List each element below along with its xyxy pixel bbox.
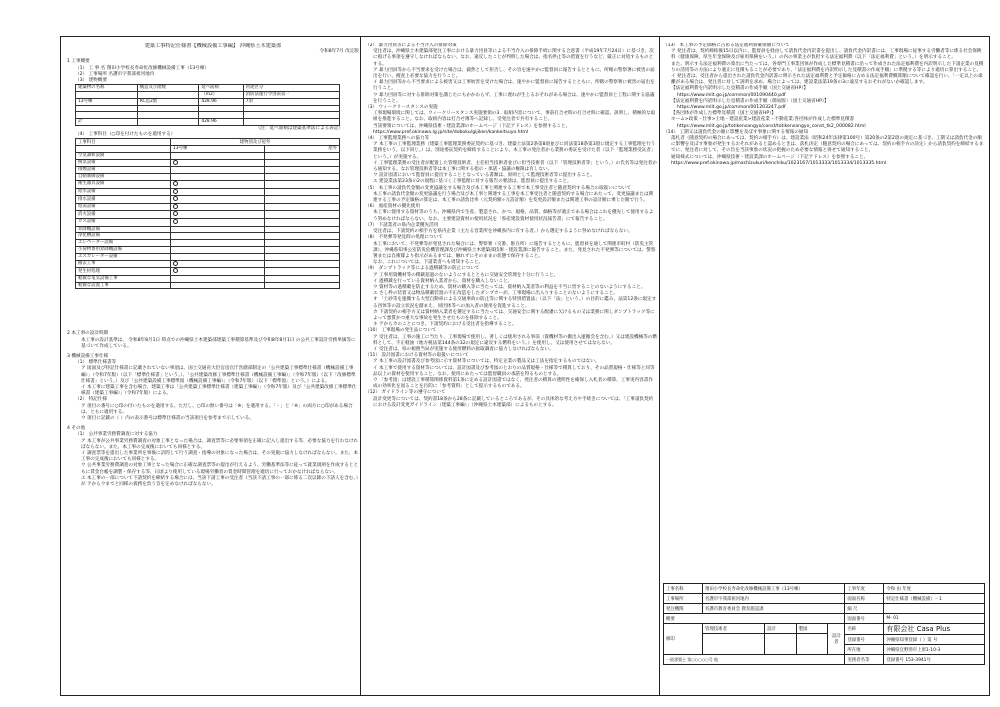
subsection-heading: （14） 工期又は請負代金の額に影響を及ぼす事象に関する情報の通知	[663, 129, 809, 135]
url-link[interactable]: https://www.mlit.go.jp/common/001090440.pdf	[677, 92, 786, 98]
drawing-number: M- 01	[884, 614, 985, 624]
work-item-mark	[171, 240, 265, 247]
paragraph: ア 図面及び特記仕様書に記載されていない事項は、国土交通省大臣官房官庁営繕部制定の「公共建築工事標準仕様書（機械設備工事編）」（令和7年版）（以下「標準仕様書」という。）、「公共建築改修工事標準仕様書（機械設備工事編）」（令和7年版）（以下「改修標準仕様書」という。）及び「公共建築設備工事標準図（機械設備工事編）」（令和7年版）（以下「標準図」という。）による。	[81, 366, 356, 384]
work-items-table	[75, 138, 340, 289]
designer-firm: 有限会社 Casa Plus	[884, 624, 985, 635]
table-cell	[137, 92, 199, 99]
paragraph: また、明示する法定福利費の算出に当たっては、各専門工事業団体が作成した標準見積書に沿って作成された法定福利費を内訳明示した下請企業の見積りの活用等の方法により適正に見積もることが必要であり、「法定福利費を内訳明示した見積書の作成手順」に準拠する等により適切に算出すること。	[671, 61, 984, 73]
table-cell	[265, 260, 340, 268]
table-cell	[265, 233, 340, 240]
spec-column-1	[67, 43, 359, 689]
work-item-mark	[171, 253, 265, 260]
subsection-heading: （3） ウィークリースタンスの実施	[365, 105, 438, 111]
table-row	[76, 268, 340, 276]
column-divider	[360, 37, 361, 695]
paragraph: 本工事の設計基準は、 令和8年8月1日 時点での沖縄県土木建築部建築工事積算基準及び令和8年8月1日 の公共工事設計労務単価等に基づいて作成している。	[81, 337, 356, 349]
paragraph: 本工事の請負代金額の変更協議を行う場合及び本工事と関連する工事を本工事受注者と随意契約する場合にあたって、変更協議または関連する工事の予定価格の算定は、本工事の請負比率（元契約額÷元設計額）を変更設計額または関連工事の設計額に乗じた額で行う。	[373, 191, 654, 204]
paragraph: カ 下請契約の相手方又は資材納入業者を選定するに当たっては、交通安全に関する配慮に欠けるもの又は業務に関しダンプトラック等によって悪質かつ重大な事故を発生させたものを排除すること。	[373, 309, 655, 321]
table-cell	[265, 167, 340, 174]
building-table	[75, 84, 340, 126]
reference-label: ホーム>政策・仕事>土地・建設産業>建設産業・不動産業:各団体が作成した標準見積書	[671, 117, 855, 123]
work-item-name: 軽微な電気設備工事	[76, 275, 171, 282]
work-item-mark	[171, 203, 265, 211]
work-item-name: 撤去工事	[76, 260, 171, 268]
work-item-mark	[171, 268, 265, 276]
paragraph: 設計変更等については、契約書18条から28条に記載しているところであるが、その具体的な考え方や手続きについては、「工事請負契約における設計変更ガイドライン（建築工事編）」（沖縄県土木建築部）によるものとする。	[373, 396, 654, 408]
work-items-heading: （4） 工事科目（○印を付けたものを適用する）	[75, 132, 176, 138]
paragraph: イ 発注者は、受注者から提出された請負代金内訳書に明示された法定福利費と予定価格に占める法定福利費概算額について確認を行い、「一定以上の乖離がある場合は、発注者に対して説明を求め、場合によっては、建設業法第19条の3に違反するおそれがないか確認します。	[671, 74, 983, 86]
paragraph: イ 工事監理業務の受注者が配置した管理技術者、主任担当技術者並びに担当技術者（以下「管理技術者等」という。）の氏名等は発注者から通知する。なお管理技術者等は本工事に関する指示・承諾・協議の権限は有しない。	[373, 160, 657, 173]
title-block-label: 所在地	[845, 645, 884, 655]
designer-address: 沖縄県宜野湾市上原1-10-3	[884, 645, 985, 655]
table-row	[76, 246, 340, 253]
work-item-name: 消火設備	[76, 211, 171, 219]
title-block-label: 設計者	[828, 624, 845, 655]
paragraph: ウ 設計図書において監督員に提出することとなっている書類は、原則として監理技術者等に提出すること。	[373, 173, 595, 179]
table-row	[76, 260, 340, 268]
table-cell	[137, 119, 199, 126]
paragraph: ア 項目の番号に○印の付いたものを適用する。ただし、○印の無い番号は「※」を適用する。「・」と「※」の両方に○印がある場合は、ともに適用する。	[81, 403, 353, 415]
work-item-mark	[171, 246, 265, 253]
reference-label: 【各団体が作成した標準見積書（国土交通省HP）】	[671, 111, 776, 117]
subsection-heading: （12） ガイドライン等の遵守について	[365, 390, 446, 396]
project-year: 令和 由 年度	[884, 584, 985, 594]
table-cell	[265, 268, 340, 276]
url-link[interactable]: https://www.pref.okinawa.jp/machizukuri/kenchiku/1023167/1013333/1013334/1013335.html	[671, 160, 887, 166]
paragraph: ウ 項目に記載の（ ）内の表示番号は標準仕様書の当該項目を参考まで示している。	[81, 415, 254, 421]
title-block-label: 概要	[664, 614, 845, 624]
section-heading: 1 工事概要	[67, 59, 90, 65]
paragraph: イ 暴力団員等から不当要求による被害又は工事妨害を受けた場合は、速やかに監督員に報告するとともに、所轄の警察署に被害の届出を行うこと。	[373, 80, 655, 92]
paragraph: イ 本工事で使用する資材等については、設計図書及び参考図のとおりの品質規格・仕様等で積算しており、その品質規格・仕様等と同等品以上の資材を使用すること。なお、使用にあたっては監督職員の承諾を得るものとする。	[373, 365, 655, 377]
title-block-label: 工事名称	[664, 584, 703, 594]
subsection-heading: （9） ダンプトラック等による過積載等の防止について	[365, 266, 480, 272]
paragraph: イ 本工事に建築工事を含む場合、建築工事は「公共建築工事標準仕様書（建築工事編）」（令和7年版）及び「公共建築改修工事標準仕様書（建築工事編）」（令和7年版）による。	[81, 384, 357, 397]
spec-column-2	[365, 43, 657, 689]
table-cell	[265, 196, 340, 204]
project-location: 名護市字我部祖河地内	[703, 594, 845, 604]
signature-cell	[796, 634, 828, 655]
circle-mark-icon	[173, 261, 178, 266]
table-cell	[265, 153, 340, 160]
table-cell	[243, 112, 339, 119]
table-row	[76, 282, 340, 289]
paragraph: イ 受注者は、県の税務当局が実施する使用燃料の抜取調査に協力しなければならない。	[373, 346, 554, 352]
paragraph: 通知様式については、沖縄県技術・建設業課のホームページ（下記アドレス）を参照すること。	[671, 154, 869, 160]
signature-cell	[703, 634, 765, 655]
work-item-name: 排煙設備	[76, 167, 171, 174]
title-block-label: 登録番号	[845, 635, 884, 645]
table-cell	[265, 218, 340, 226]
paragraph: 受注者は、沖縄県土木建築部発注工事における暴力団員等による不当介入の排除手続に関する合意書（平成19年7月24日）に基づき、次に掲げる事項を遵守しなければならない。なお、違反したことが判明した場合は、指名停止等の措置を行うなど、厳正に対処するものとする。	[373, 49, 654, 67]
table-cell	[265, 203, 340, 211]
title-block-label: 修印	[664, 624, 703, 655]
table-cell	[265, 188, 340, 196]
drawing-name: 特記仕様書（機械設備）－1	[884, 594, 985, 604]
table-row	[76, 240, 340, 247]
paragraph: イ 過積載を行っている資材納入業者から、資材を購入しないこと。	[373, 278, 513, 284]
title-block-label: 工事場所	[664, 594, 703, 604]
table-header: 工事科目	[76, 139, 171, 146]
paragraph: ウ 暴力団員等に対する排除対策を講じたにもかかわらず、工事に遅れが生じるおそれがある場合は、速やかに監督員と工程に関する協議を行うこと。	[373, 92, 655, 104]
work-item-mark	[171, 153, 265, 160]
title-block-label: 図面名称	[845, 594, 884, 604]
work-item-name: 給湯設備	[76, 203, 171, 211]
work-item-mark	[171, 211, 265, 219]
work-item-name: 排水設備	[76, 196, 171, 204]
work-item-name: 換気設備	[76, 159, 171, 167]
subsection-heading: （7） 下請業者の県内企業優先活用	[365, 222, 439, 228]
table-cell	[265, 211, 340, 219]
table-row	[76, 159, 340, 167]
table-cell: 計	[76, 119, 138, 126]
table-cell	[265, 226, 340, 233]
circle-mark-icon	[173, 219, 178, 224]
work-item-name: 昇降機設備	[76, 226, 171, 233]
title-block-label: 縮 尺	[845, 604, 884, 614]
work-item-name: 給水設備	[76, 188, 171, 196]
subsection-heading: （8） 不発弾等発見時の処理について	[365, 235, 443, 241]
subsection-heading: （6） 廃産資材の優先使用	[365, 204, 420, 210]
subsection-heading: （13） 本工事の予定価格に占める法定福利費確保額について	[663, 43, 790, 48]
work-item-name: 浄化槽設備	[76, 233, 171, 240]
paragraph: ア 本工事の設計図書及び参考図に示す資材等については、特定企業の製品又は工法を指定するものではない。	[373, 359, 600, 365]
table-row	[76, 211, 340, 219]
table-cell	[265, 174, 340, 181]
work-item-name: ガス設備	[76, 218, 171, 226]
work-item-mark	[171, 159, 265, 167]
table-row	[76, 153, 340, 160]
work-item-name: 軽微な設置工事	[76, 282, 171, 289]
url-link[interactable]: https://www.pref.okinawa.lg.jp/site/doboku/gijiken/kankeitsuyo.html	[373, 129, 529, 135]
table-cell	[199, 105, 243, 112]
paragraph: ア 受注者は、工事の施工に当たり、工事現場で使用し、著しくは使用される事前（資機材等の搬出入運搬会を含む。）又は建設機械等の燃料として、不正軽油（地方税法第144条の32の規定に違反する燃料をいう。）を使用し、又は使用させてはならない。	[373, 334, 657, 346]
table-cell	[265, 159, 340, 167]
table-cell	[76, 105, 138, 112]
title-block-label: 製図	[796, 624, 828, 634]
subsection-heading: （2） 特記仕様	[75, 397, 107, 403]
table-row	[76, 180, 340, 188]
owner-agency: 名護市教育委員会 教育施設課	[703, 604, 845, 614]
title-block-label: 設計	[764, 624, 796, 634]
title-block-label: 名称	[845, 624, 884, 635]
paragraph: エ 建設業法第23条の2の規程に基づく工事監理に対する報告の要請は、監督員に提出すること。	[373, 179, 572, 185]
revision-label: 令和8年7月 改定版	[319, 49, 359, 55]
table-cell	[76, 92, 138, 99]
paragraph: 本工事において、不発弾等が発見された場合には、警察署（交番、駐在所）に報告するとともに、監督員を通して関連市町村（防災主管課）、沖縄県知事公室防災危機管理課及び沖縄県土木建築部技術・建設業課に報告すること。また、発見された不発弾等については、警察署または自衛隊より指示があるまでは、触れずにそのままの状態で保存すること。	[373, 241, 656, 259]
table-cell	[137, 112, 199, 119]
table-row	[76, 167, 340, 174]
work-item-mark	[171, 167, 265, 174]
paragraph: エ 本工事の一部について下請契約を締結する場合には、当該下請工事の受注者（当該下請工事の一部に係る二次以降の下請人を含む。）が アからウまでと同様の義務を負う旨を定めなければならない。	[81, 475, 358, 487]
table-header: 構造及び階数	[137, 85, 199, 92]
circle-mark-icon	[173, 160, 178, 165]
subsection-heading: （11） 設計図書における資材等の取扱いについて	[365, 353, 469, 359]
paragraph: ア 本工事の工事監理業務（建築工事監理業務委託契約に基づき、建築士法第2条第8項並びに同法第18条第3項に規定する工事監理を行う業務をいう。以下同じ。）は、別途委託契約を締結することにより、本工事の発注者から業務の委託を受けた者（以下「監理業務受託者」という。）が実施する。	[373, 142, 656, 160]
work-item-name: エスカレーター設備	[76, 253, 171, 260]
paragraph: ア 暴力団員等から不当要求を受けた場合は、毅然として拒否し、その旨を速やかに監督員に報告するとともに、所轄の警察署に被害の届出を行い、捜査上必要な協力を行うこと。	[373, 67, 655, 80]
paragraph: エ さし枠の装着又は物品積載装置の不正改造をしたダンプカーが、工事現場に出入りすることのないようにすること。	[373, 291, 618, 297]
table-cell	[243, 105, 339, 112]
paragraph: イ 調査票等を提出した事業所を事後に訪問して行う調査・指導の対象になった場合は、その実施に協力しなければならない。また、本工事の完成後においても同様とする。	[81, 450, 359, 463]
project-name: 翔田小学校長寿命化改修機械設備工事（13号棟）	[703, 584, 845, 594]
work-item-mark	[171, 260, 265, 268]
table-cell: RC造2階	[137, 98, 199, 105]
table-row	[76, 196, 340, 204]
paragraph: 当該要領については、沖縄県技術・建設業課のホームページ（下記アドレス）を参照すること。	[373, 123, 571, 129]
table-header: 屋外	[265, 146, 340, 153]
title-block-label: 実務者名等	[845, 655, 884, 665]
url-link[interactable]: https://www.mlit.go.jp/totikensangyo/const/totikensangyo_const_tk2_000082.html	[677, 123, 866, 129]
paragraph: オ 「土砂等を運搬する大型自動車による交通事故の防止等に関する特別措置法」（以下「法」という。）の目的に鑑み、法第12条に規定する団体等の設立状況を踏まえ、同団体等への加入者の使用を促進すること。	[373, 297, 657, 309]
practitioner-number: 登録番号 153-3941号	[884, 655, 985, 665]
work-item-name: 発生材処理	[76, 268, 171, 276]
title-block-label: 図面番号	[845, 614, 884, 624]
subsection-heading: （2） 暴力団員等による不当介入の排除対策	[365, 43, 457, 48]
work-item-mark	[171, 188, 265, 196]
table-cell: 消防法施行令別表第一	[243, 92, 339, 99]
work-item-mark	[171, 196, 265, 204]
url-link[interactable]: https://www.mlit.go.jp/common/001203247.pdf	[677, 105, 786, 111]
spec-column-3	[663, 43, 985, 583]
table-cell	[76, 112, 138, 119]
subsection-heading: （4） 工事監理業務への協力等	[365, 136, 430, 142]
column-divider	[659, 37, 660, 695]
paragraph: ア 工事用資機材等の積載超過のないようにするとともに交通安全管理を十分に行うこと。	[373, 272, 559, 278]
paragraph: 落札者（随意契約の場合にあっては、契約の相手方）は、建設業法（昭和24年法律第100号）第20条の2第2項の規定に基づき、工期又は請負代金の額に影響を及ぼす事象が発生するおそれがあると認めるときは、落札決定（随意契約の場合にあっては、契約の相手方の決定）から請負契約を締結するまでに、発注者に対して、その旨を当該事象の状況の把握のため必要な情報と併せて通知すること。	[671, 136, 984, 154]
paragraph: ア 発注者は、契約締結後15日以内に、監督員を経由して請負代金内訳書を提出し、請負代金内訳書には、工事現場に従事する労働者等に係る社会保険料（健康保険、厚生年金保険及び雇用保険をいう。）の内の事業主が負担する法定福利費（以下「法定福利費」という。）を明示すること。	[671, 49, 982, 61]
table-cell: （m2）	[199, 92, 243, 99]
subsection-heading: （1） 標準仕様書等	[75, 360, 117, 366]
paragraph: 受注者は、下請契約の相手方を県内企業（主たる営業所を沖縄県内に有する者。）から選定するように努めなければならない。	[373, 229, 633, 235]
table-header: 建築物の名称	[76, 85, 138, 92]
project-name-line: （1） 工 事 名 翔田小学校長寿命化改修機械設備工事（13号棟）	[75, 65, 210, 71]
table-row	[76, 226, 340, 233]
table-cell: 428.96	[199, 119, 243, 126]
table-cell	[76, 146, 171, 153]
paragraph: ア 本工事が公共事業労務費調査の対象工事となった場合は、調査票等に必要事項を正確に記入し提出する等、必要な協力を行わなければならない。また、本工事の完成後においても同様とする。	[81, 438, 359, 450]
table-row	[76, 203, 340, 211]
paragraph: 本工事に使用する資材等のうち、沖縄県内で生産、製造され、かつ、規格、品質、価格等が適正である場合はこれを優先して使用するよう努めなければならない。なお、主要建設資材の使用状況を「県産建設資材使用状況報告書」にて報告すること。	[373, 210, 654, 222]
table-header: 建物別及び屋外	[171, 139, 340, 146]
title-block	[663, 583, 985, 691]
table-header: 用途区分	[243, 85, 339, 92]
section-heading: 2 本工事の設計時期	[67, 331, 109, 337]
table-header: 延べ面積	[199, 85, 243, 92]
reference-label: 【法定福利費を内訳明示した見積書の作成手順（簡易版）（国土交通省HP）】	[671, 98, 829, 104]
table-cell	[137, 105, 199, 112]
work-item-name: 自動制御設備	[76, 174, 171, 181]
title-block-label: 発注機関	[664, 604, 703, 614]
work-item-mark	[171, 233, 265, 240]
subsection-heading: （1） 公共事業労務費調査に対する協力	[75, 432, 158, 438]
paragraph: 工事現場環境に関しては、ウィークリースタンス実施要領の3．取組内容について、事前打合せ時の打合せ時に確認、説明し、積極的な取組を推進すること。なお、取組内容は打合せ簿等へ記録し、受発注者で共有すること。	[373, 111, 656, 123]
work-item-mark	[171, 282, 265, 289]
paragraph: なお、これについては、下請業者へも周知すること。	[373, 260, 484, 266]
reference-label: 【法定福利費を内訳明示した見積書の作成手順（国土交通省HP）】	[671, 86, 809, 92]
section-heading: 3 機械設備工事仕様	[67, 353, 109, 359]
table-cell	[265, 282, 340, 289]
work-item-mark	[171, 226, 265, 233]
circle-mark-icon	[173, 211, 178, 216]
table-cell: 7項	[243, 98, 339, 105]
table-row	[76, 275, 340, 282]
circle-mark-icon	[173, 189, 178, 194]
subsection-heading: （5） 本工事の請負代金額の変更協議をする場合及び本工事と関連する工事で本工事受注者と随意契約する場合の取扱いについて	[365, 185, 632, 191]
work-item-name: 小荷物専用昇降機設備	[76, 246, 171, 253]
title-block-label: 工事年度	[845, 584, 884, 594]
work-item-name: 衛生器具設備	[76, 180, 171, 188]
subsection-heading: （10） 工事現場の発生品について	[365, 328, 437, 334]
circle-mark-icon	[173, 268, 178, 273]
qualification-number: 一級建築士 第○○○○○号 他	[664, 655, 845, 665]
table-cell	[265, 246, 340, 253]
paragraph: ウ 「参考図」は建設工事積算関係資料第1条に定める設計図書ではなく、発注者の積算の透明性を確保し入札者の積算、工事実内容書作成の効率化を図ることを目的に「参考資料」として提示するものである。	[373, 377, 653, 390]
table-cell	[265, 253, 340, 260]
title-block-label: 管理技術者	[703, 624, 765, 634]
project-location-line: （2） 工事場所 名護市字我部祖河地内	[75, 71, 155, 77]
table-row	[76, 174, 340, 181]
section-heading: 4 その他	[67, 426, 86, 432]
work-item-mark	[171, 218, 265, 226]
circle-mark-icon	[173, 181, 178, 186]
table-cell	[265, 240, 340, 247]
circle-mark-icon	[173, 204, 178, 209]
table-cell	[265, 180, 340, 188]
signature-cell	[764, 634, 796, 655]
table-row	[76, 233, 340, 240]
table-cell	[199, 112, 243, 119]
paragraph: キ アからカのことにつき、下請契約における受注者を指導すること。	[373, 322, 517, 328]
table-row	[76, 253, 340, 260]
drawing-scale	[884, 604, 985, 614]
table-note: （注：延べ面積は建築基準法による表記）	[255, 126, 343, 131]
table-cell	[265, 275, 340, 282]
work-item-mark	[171, 174, 265, 181]
registration-number: 沖縄県知事登録（ ）第 号	[884, 635, 985, 645]
table-cell	[243, 119, 339, 126]
document-title: 建築工事特記仕様書【機械設備工事編】 沖縄県土木建築部	[144, 43, 282, 49]
table-header: 13号棟	[171, 146, 265, 153]
building-summary-heading: （3） 建物概要	[75, 78, 107, 84]
table-cell: 428.96	[199, 98, 243, 105]
work-item-name: エレベーター設備	[76, 240, 171, 247]
table-row	[76, 188, 340, 196]
circle-mark-icon	[173, 196, 178, 201]
work-item-mark	[171, 180, 265, 188]
work-item-mark	[171, 275, 265, 282]
table-cell: 13号棟	[76, 98, 138, 105]
paragraph: ウ 資材等の過積載を防止するため、資材の購入等に当たっては、資材納入業者等の利益を不当に害することのないようにすること。	[373, 284, 646, 290]
paragraph: ウ 公共事業労務費調査の対象工事となった場合に正確な調査票等の提出が行えるよう、労働基準法等に従って就業規則を作成するとともに賃金台帳を調製・保存する等、日頃より使用している現場労働者の賃金時間管理を適切に行っておかなければならない。	[81, 463, 359, 475]
drawing-sheet	[60, 36, 990, 696]
table-row	[76, 218, 340, 226]
work-item-name: 空気調和設備	[76, 153, 171, 160]
